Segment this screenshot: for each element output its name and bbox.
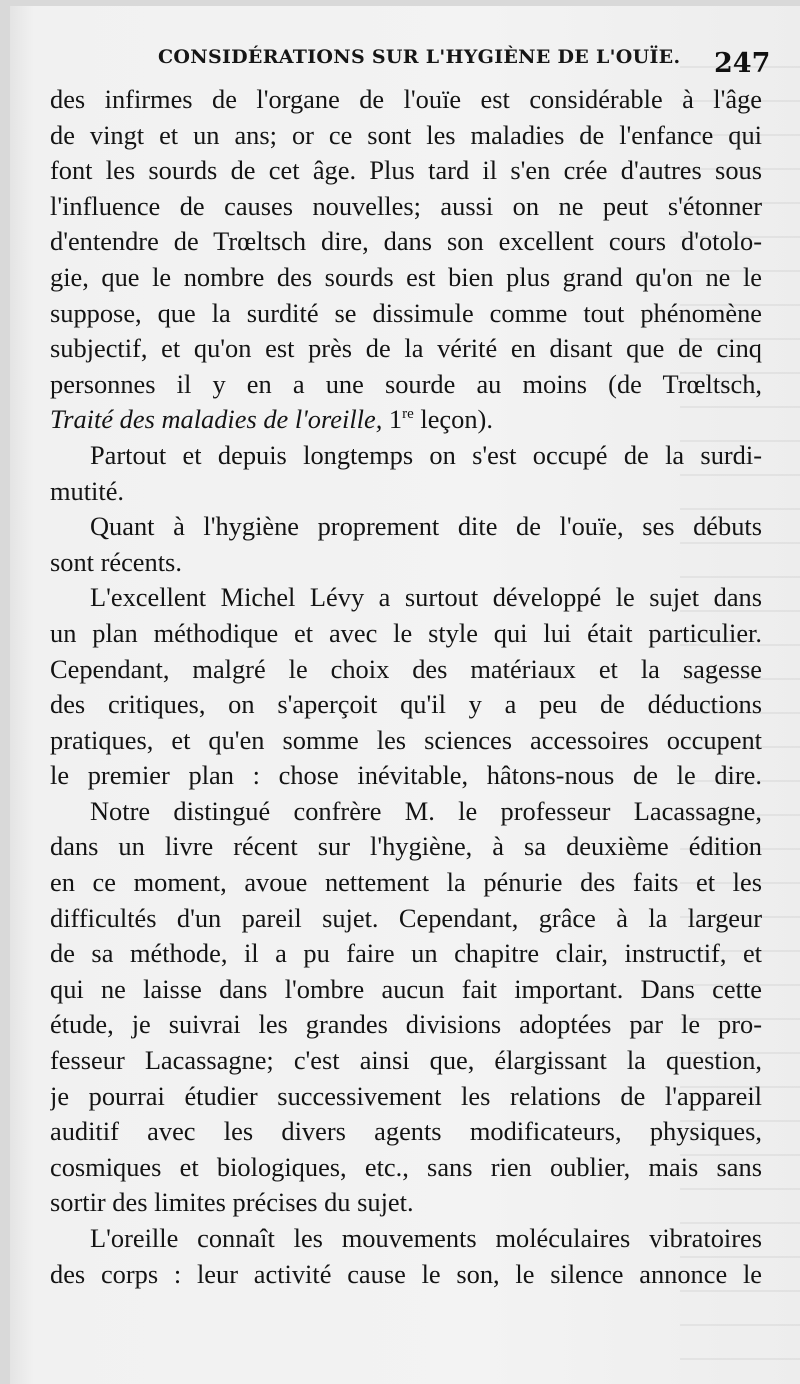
- text-line: sortir des limites précises du sujet.: [50, 1187, 414, 1218]
- book-title-italic: Traité des maladies de l'oreille,: [50, 404, 383, 435]
- text-line: le premier plan : chose inévitable, hâtons-nous de le dire.: [50, 760, 762, 791]
- text-line: personnes il y en a une sourde au moins (de Trœltsch,: [50, 368, 762, 399]
- text-line: sont récents.: [50, 546, 182, 577]
- text-line: je pourrai étudier successivement les relations de l'appareil: [50, 1080, 762, 1111]
- text-line: Partout et depuis longtemps on s'est occupé de la surdi-: [90, 439, 762, 470]
- text-line: d'entendre de Trœltsch dire, dans son excellent cours d'otolo-: [50, 226, 762, 257]
- text-line: pratiques, et qu'en somme les sciences accessoires occupent: [50, 724, 762, 755]
- text-line: auditif avec les divers agents modificateurs, physiques,: [50, 1116, 762, 1147]
- text-line: gie, que le nombre des sourds est bien plus grand qu'on ne le: [50, 261, 762, 292]
- text-line: font les sourds de cet âge. Plus tard il s'en crée d'autres sous: [50, 155, 762, 186]
- text-line: L'oreille connaît les mouvements moléculaires vibratoires: [90, 1223, 762, 1253]
- text-line: Notre distingué confrère M. le professeur Lacassagne,: [90, 795, 762, 826]
- text-line: étude, je suivrai les grandes divisions adoptées par le pro-: [50, 1009, 762, 1040]
- page-number: 247: [714, 48, 771, 79]
- text-line: de vingt et un ans; or ce sont les maladies de l'enfance qui: [50, 119, 762, 150]
- text-line: [50, 402, 762, 438]
- running-header: CONSIDÉRATIONS SUR L'HYGIÈNE DE L'OUÏE.: [158, 46, 681, 68]
- lesson-word: leçon).: [413, 404, 493, 435]
- text-line: cosmiques et biologiques, etc., sans rien oublier, mais sans: [50, 1151, 762, 1182]
- text-line: L'excellent Michel Lévy a surtout développé le sujet dans: [90, 582, 762, 613]
- text-line: des critiques, on s'aperçoit qu'il y a peu de déductions: [50, 689, 762, 720]
- text-line: des corps : leur activité cause le son, le silence annonce le: [50, 1258, 762, 1289]
- text-line: subjectif, et qu'on est près de la vérité en disant que de cinq: [50, 333, 762, 364]
- text-line: dans un livre récent sur l'hygiène, à sa deuxième édition: [50, 831, 762, 862]
- text-line: Quant à l'hygiène proprement dite de l'ouïe, ses débuts: [90, 511, 762, 542]
- lesson-number: 1: [382, 404, 403, 435]
- book-page: [10, 6, 800, 1384]
- text-line: fesseur Lacassagne; c'est ainsi que, élargissant la question,: [50, 1045, 762, 1076]
- lesson-ordinal-superscript: re: [402, 406, 414, 423]
- text-line: en ce moment, avoue nettement la pénurie des faits et les: [50, 867, 762, 898]
- text-line: mutité.: [50, 475, 125, 506]
- text-line: des infirmes de l'organe de l'ouïe est considérable à l'âge: [50, 84, 762, 114]
- text-line: Cependant, malgré le choix des matériaux et la sagesse: [50, 653, 762, 684]
- text-line: qui ne laisse dans l'ombre aucun fait important. Dans cette: [50, 973, 762, 1004]
- text-line: difficultés d'un pareil sujet. Cependant, grâce à la largeur: [50, 902, 762, 933]
- text-line: l'influence de causes nouvelles; aussi on ne peut s'étonner: [50, 190, 762, 221]
- text-line: un plan méthodique et avec le style qui lui était particulier.: [50, 617, 762, 648]
- body-text: [50, 82, 762, 1292]
- text-line: de sa méthode, il a pu faire un chapitre clair, instructif, et: [50, 938, 762, 969]
- text-line: suppose, que la surdité se dissimule comme tout phénomène: [50, 297, 762, 328]
